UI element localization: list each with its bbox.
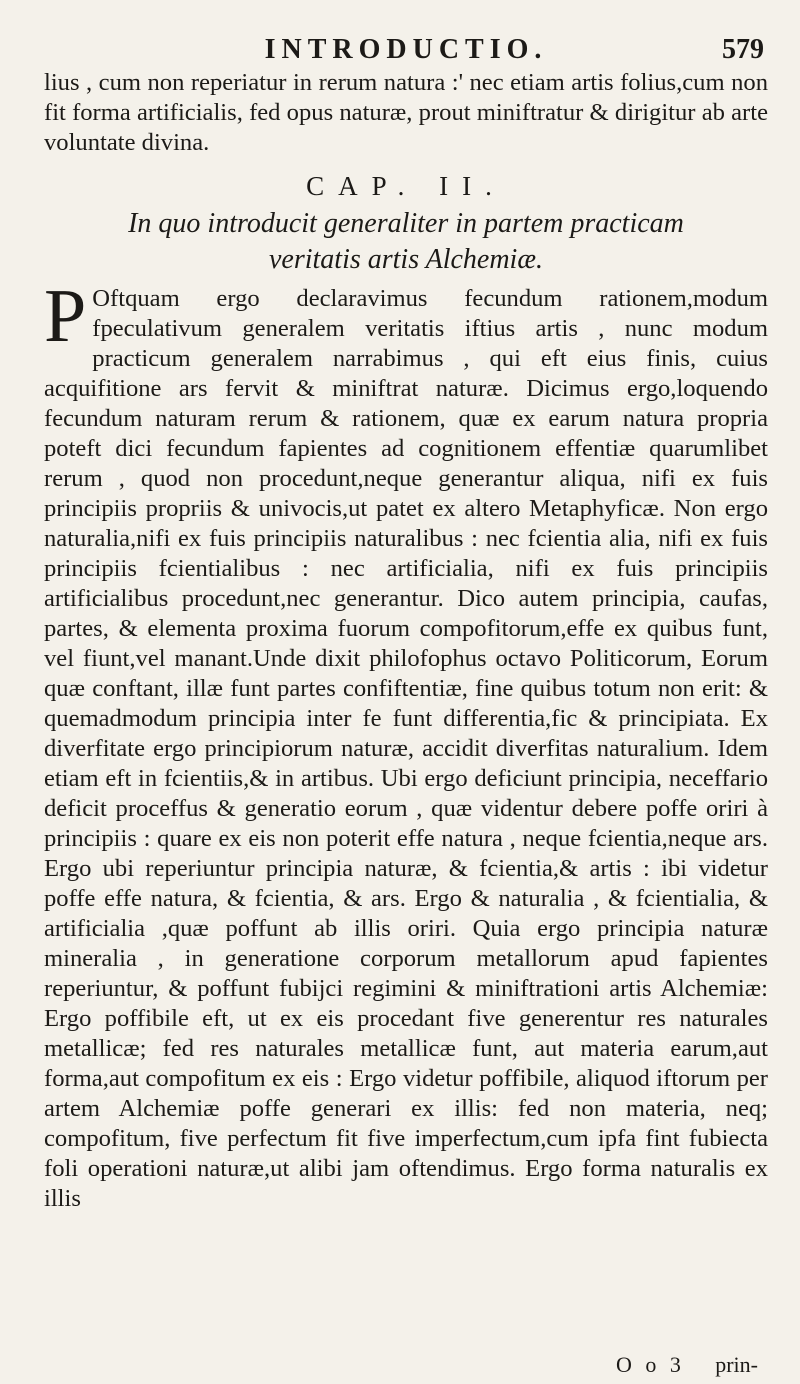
catchword: prin- xyxy=(715,1352,758,1377)
drop-cap: P xyxy=(44,274,87,358)
chapter-title-line-2: veritatis artis Alchemiæ. xyxy=(268,244,544,275)
running-title: INTRODUCTIO. xyxy=(264,34,548,65)
chapter-label: CAP. II. xyxy=(306,171,506,201)
chapter-title xyxy=(44,206,768,278)
signature-mark: O o 3 xyxy=(616,1352,685,1377)
carry-over-paragraph: lius , cum non reperiatur in rerum natura :' nec etiam artis folius,cum non fit forma artificialis, fed opus naturæ, prout miniftratur & dirigitur ab arte voluntate divina. xyxy=(44,69,768,156)
chapter-body xyxy=(44,274,768,1214)
running-head xyxy=(44,30,768,66)
page-number: 579 xyxy=(722,34,764,65)
chapter-title-line-1: In quo introducit generaliter in partem practicam xyxy=(128,208,684,239)
chapter-body-text: Oftquam ergo declaravimus fecundum rationem,modum fpeculativum generalem veritatis iftius artis , nunc modum practicum generalem narrabimus , qui eft eius finis, cuius acquifitione ars fervit & miniftrat naturæ. Dicimus ergo,loquendo fecundum naturam rerum & rationem, quæ ex earum natura propria poteft dici fecundum fapientes ad cognitionem effentiæ quarumlibet rerum , quod non procedunt,neque generantur aliqua, nifi ex fuis principiis propriis & univocis,ut patet ex altero Metaphyficæ. Non ergo naturalia,nifi ex fuis principiis naturalibus : nec fcientia alia, nifi ex fuis principiis fcientialibus : nec artificialia, nifi ex fuis principiis artificialibus procedunt,nec generantur. Dico autem principia, caufas, partes, & elementa proxima fuorum compofitorum,effe ex quibus funt, vel fiunt,vel manant.Unde dixit philofophus octavo Politicorum, Eorum quæ conftant, illæ funt partes confiftentiæ, fine quibus totum non erit: & quemadmodum principia inter fe funt differentia,fic & principiata. Ex diverfitate ergo principiorum naturæ, accidit diverfitas naturalium. Idem etiam eft in fcientiis,& in artibus. Ubi ergo deficiunt principia, neceffario deficit proceffus & generatio eorum , quæ videntur debere poffe oriri à principiis : quare ex eis non poterit effe natura , neque fcientia,neque ars. Ergo ubi reperiuntur principia naturæ, & fcientia,& artis : ibi videtur poffe effe natura, & fcientia, & ars. Ergo & naturalia , & fcientialia, & artificialia ,quæ poffunt ab illis oriri. Quia ergo principia naturæ mineralia , in generatione corporum metallorum apud fapientes reperiuntur, & poffunt fubijci regimini & miniftrationi artis Alchemiæ: Ergo poffibile eft, ut ex eis procedant five generentur res naturales metallicæ; fed res naturales metallicæ funt, aut materia earum,aut forma,aut compofitum ex eis : Ergo videtur poffibile, aliquod iftorum per artem Alchemiæ poffe generari ex illis: fed non materia, neq; compofitum, five perfectum fit five imperfectum,cum ipfa fint fubiecta foli operationi naturæ,ut alibi jam oftendimus. Ergo forma naturalis ex illis xyxy=(44,285,768,1212)
